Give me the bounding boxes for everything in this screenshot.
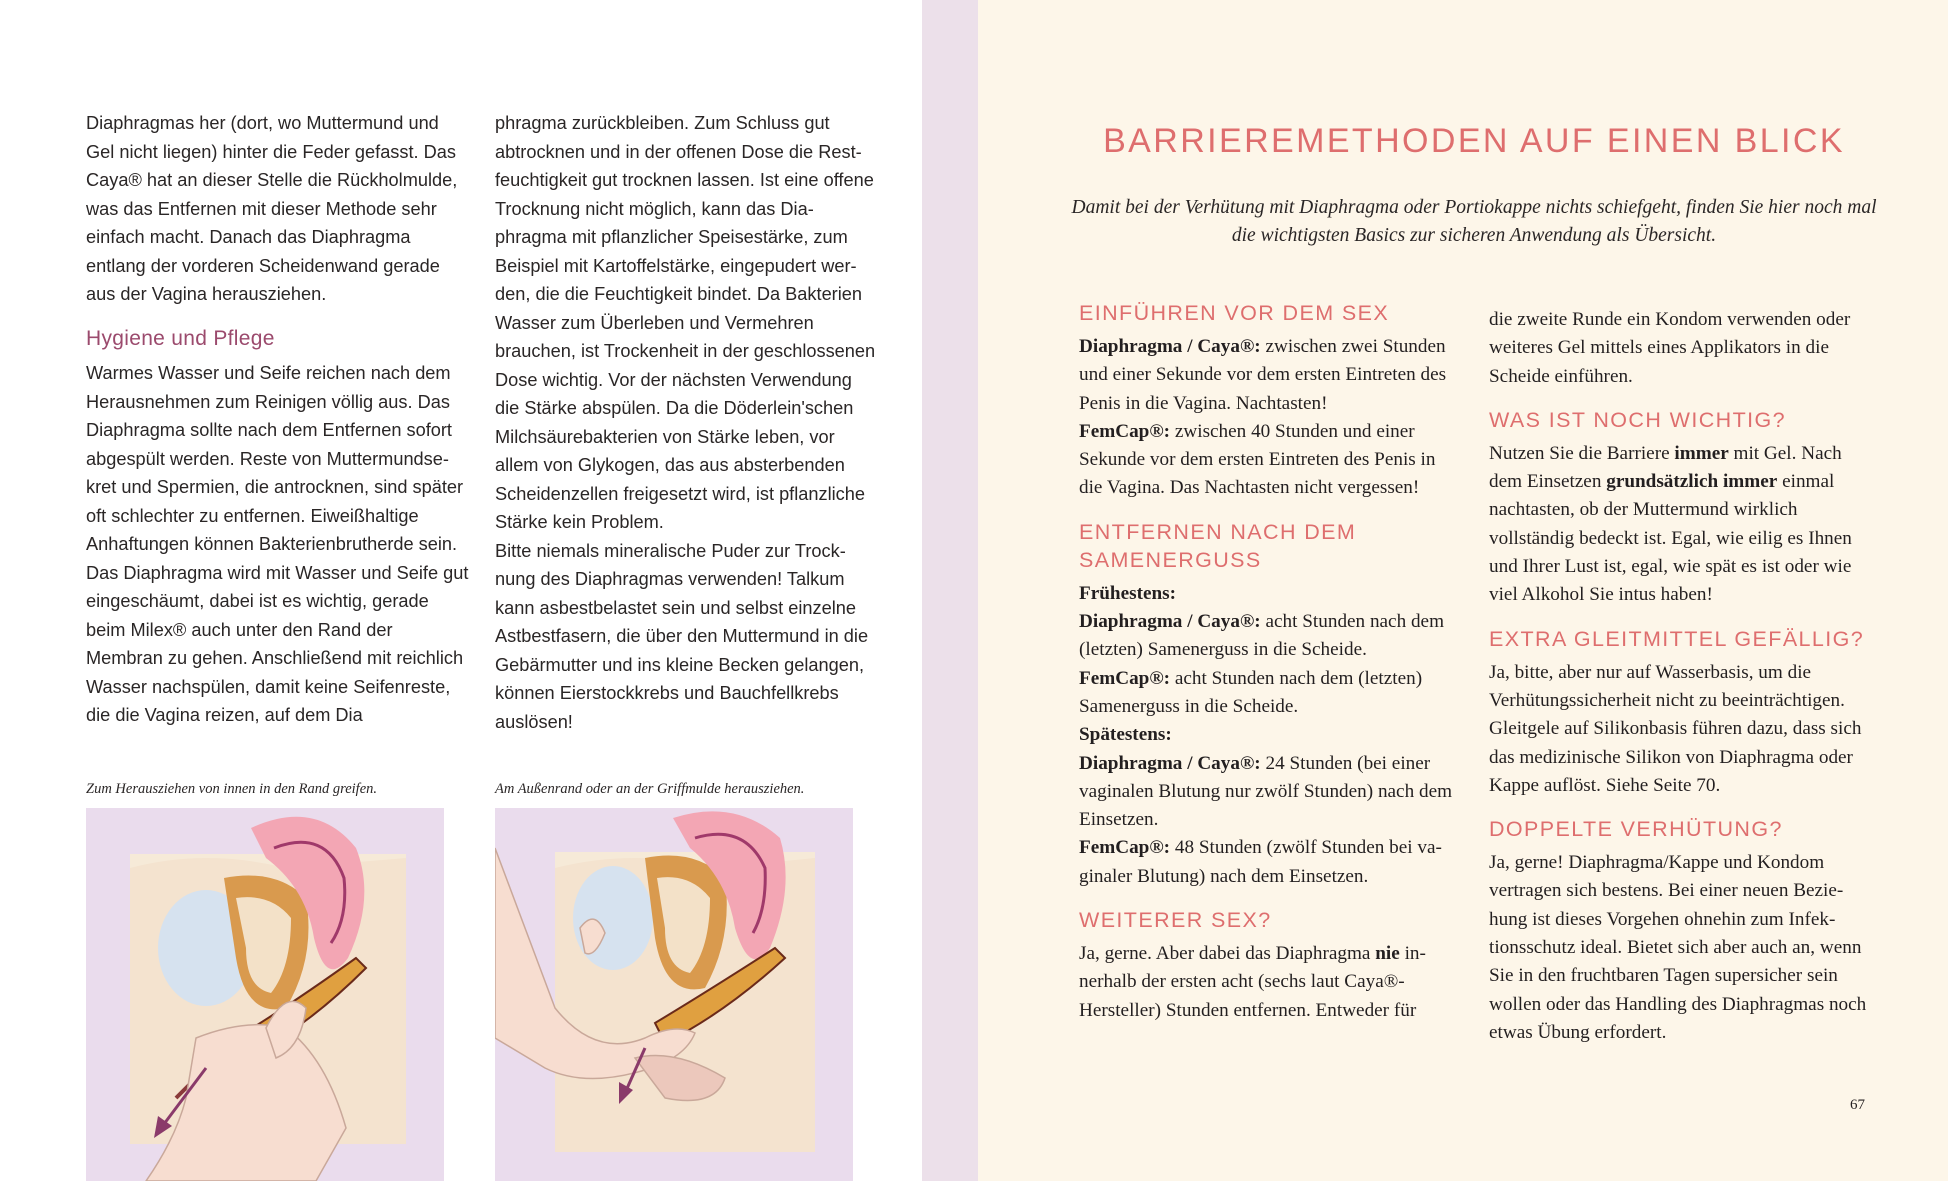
section-heading-insertion: EINFÜHREN VOR DEM SEX (1079, 301, 1390, 325)
bold-term: FemCap®: (1079, 420, 1171, 442)
text: einmal nachtasten, ob der Muttermund wirklich vollständig bedeckt ist. Egal, wie eilig es Ihnen und Ihrer Lust ist, egal, wie spät es ist oder wie viel Alkohol Sie intus haben! (1489, 471, 1852, 606)
illustration-removal-outer-rim (495, 808, 853, 1181)
bold-term: Frühestens: (1079, 582, 1176, 604)
paragraph: Ja, gerne! Diaphragma/Kappe und Kondom vertragen sich bestens. Bei einer neuen Beziehung ist dieses Vorgehen ohnehin zum Infektionsschutz ideal. Bietet sich aber auch an, wenn Sie in den fruchtbaren Tagen supersicher sein wollen oder das Handling des Diaphragmas noch etwas Übung erfordert. (1489, 852, 1867, 1043)
page-title: BARRIEREMETHODEN AUF EINEN BLICK (1103, 122, 1845, 160)
figure-caption-1: Zum Herausziehen von innen in den Rand greifen. (86, 781, 378, 797)
text: 24 Stunden (bei einer vaginalen Blutung nur zwölf Stunden) nach dem Einsetzen. (1079, 752, 1453, 831)
bold-term: nie (1375, 943, 1400, 965)
text: zwischen zwei Stunden und einer Sekunde vor dem ersten Eintreten des Penis in die Vagina. Nachtasten! (1079, 336, 1447, 414)
anatomy-illustration-2 (495, 808, 853, 1181)
paragraph (1079, 834, 1463, 891)
bold-term: Diaphragma / Caya®: (1079, 611, 1261, 633)
text: acht Stunden nach dem (letzten) Samenerguss in die Scheide. (1079, 667, 1423, 717)
paragraph (1079, 721, 1463, 749)
paragraph: die zweite Runde ein Kondom verwenden oder weiteres Gel mittels eines Applikators in die Scheide einführen. (1489, 309, 1851, 387)
text: Ja, gerne. Aber dabei das Diaphragma (1079, 943, 1376, 965)
bold-term: Diaphragma / Caya®: (1079, 336, 1261, 357)
bold-term: immer (1674, 442, 1729, 464)
text: zwischen 40 Stunden und einer Sekunde vor dem ersten Eintreten des Penis in die Vagina. Das Nachtasten nicht vergessen! (1079, 420, 1436, 499)
section-heading-lubricant: EXTRA GLEITMITTEL GEFÄLLIG? (1489, 626, 1865, 651)
paragraph (1079, 580, 1463, 608)
text: innerhalb der ersten acht (sechs laut Caya®-Hersteller) Stunden entfernen. Entweder für (1079, 943, 1426, 1021)
bold-term: FemCap®: (1079, 667, 1171, 689)
paragraph (1079, 940, 1463, 1025)
intro-text: Damit bei der Verhütung mit Diaphragma oder Portiokappe nichts schiefgeht, finden Sie hier noch mal die wichtigsten Basics zur sicheren Anwendung als Übersicht. (1071, 197, 1877, 246)
paragraph (1079, 608, 1463, 665)
text: 48 Stunden (zwölf Stunden bei vaginaler Blutung) nach dem Einsetzen. (1079, 837, 1442, 887)
paragraph: Bitte niemals mineralische Puder zur Trocknung des Diaphragmas verwenden! Talkum kann asbestbelastet sein und selbst einzelne Astbestfasern, die über den Muttermund in die Gebärmutter und ins kleine Becken gelangen, können Eierstockkrebs und Bauchfellkrebs auslösen! (495, 540, 869, 732)
bold-term: grundsätzlich immer (1606, 471, 1778, 493)
text: acht Stunden nach dem (letzten) Samenerguss in die Scheide. (1079, 611, 1444, 661)
paragraph: Diaphragmas her (dort, wo Muttermund und Gel nicht liegen) hinter die Feder gefasst. Das Caya® hat an dieser Stelle die Rückholmulde, was das Entfernen mit dieser Methode sehr einfach macht. Danach das Diaphragma entlang der vorderen Scheidenwand gerade aus der Vagina herausziehen. (86, 113, 458, 304)
page-number: 67 (1850, 1097, 1865, 1113)
page-gutter (922, 0, 978, 1181)
paragraph (1079, 333, 1463, 418)
section-heading: Hygiene und Pflege (86, 326, 275, 350)
left-column-1 (86, 109, 470, 730)
text: mit Gel. Nach dem Einsetzen (1489, 442, 1842, 493)
paragraph: phragma zurückbleiben. Zum Schluss gut abtrocknen und in der offenen Dose die Restfeuchtigkeit gut trocknen lassen. Ist eine offene Trocknung nicht möglich, kann das Diaphragma mit pflanzlicher Speisestärke, zum Beispiel mit Kartoffelstärke, eingepudert werden, die die Feuchtigkeit bindet. Da Bakterien Wasser zum Überleben und Vermehren brauchen, ist Trockenheit in der geschlossenen Dose wichtig. Vor der nächsten Verwendung die Stärke abspülen. Da die Döderlein'schen Milchsäurebakterien von Stärke leben, vor allem von Glykogen, das aus absterbenden Scheidenzellen freigesetzt wird, ist pflanzliche Stärke kein Problem. (495, 113, 876, 532)
section-heading-double-protection: DOPPELTE VERHÜTUNG? (1489, 817, 1783, 842)
paragraph (1079, 750, 1463, 835)
bold-term: FemCap®: (1079, 837, 1171, 859)
right-column-1 (1079, 299, 1463, 1025)
paragraph (1079, 665, 1463, 722)
bold-term: Diaphragma / Caya®: (1079, 752, 1261, 774)
paragraph (1489, 440, 1873, 610)
paragraph: Warmes Wasser und Seife reichen nach dem Herausnehmen zum Reinigen völlig aus. Das Diaphragma sollte nach dem Entfernen sofort abgespült werden. Reste von Muttermundsekret und Spermien, die antrocknen, sind später oft schlechter zu entfernen. Eiweißhaltige Anhaftungen können Bakterienbrutherde sein. Das Diaphragma wird mit Wasser und Seife gut eingeschäumt, dabei ist es wichtig, gerade beim Milex® auch unter den Rand der Membran zu gehen. Anschließend mit reichlich Wasser nachspülen, damit keine Seifenreste, die die Vagina reizen, auf dem Dia (86, 363, 469, 725)
text: Nutzen Sie die Barriere (1489, 442, 1675, 464)
left-column-2 (495, 109, 879, 736)
section-heading-further-sex: WEITERER SEX? (1079, 908, 1272, 933)
paragraph: Ja, bitte, aber nur auf Wasserbasis, um die Verhütungssicherheit nicht zu beeinträchtigen. Gleitgele auf Silikonbasis führen dazu, dass sich das medizinische Silikon von Diaphragma oder Kappe auflöst. Siehe Seite 70. (1489, 661, 1862, 796)
section-heading-important: WAS IST NOCH WICHTIG? (1489, 407, 1786, 432)
anatomy-illustration-1 (86, 808, 444, 1181)
figure-caption-2: Am Außenrand oder an der Griffmulde herausziehen. (495, 781, 805, 797)
right-column-2 (1489, 306, 1873, 1047)
illustration-removal-inner-rim (86, 808, 444, 1181)
section-heading-removal: ENTFERNEN NACH DEM SAMENERGUSS (1079, 519, 1357, 572)
bold-term: Spätestens: (1079, 724, 1172, 746)
paragraph (1079, 418, 1463, 503)
